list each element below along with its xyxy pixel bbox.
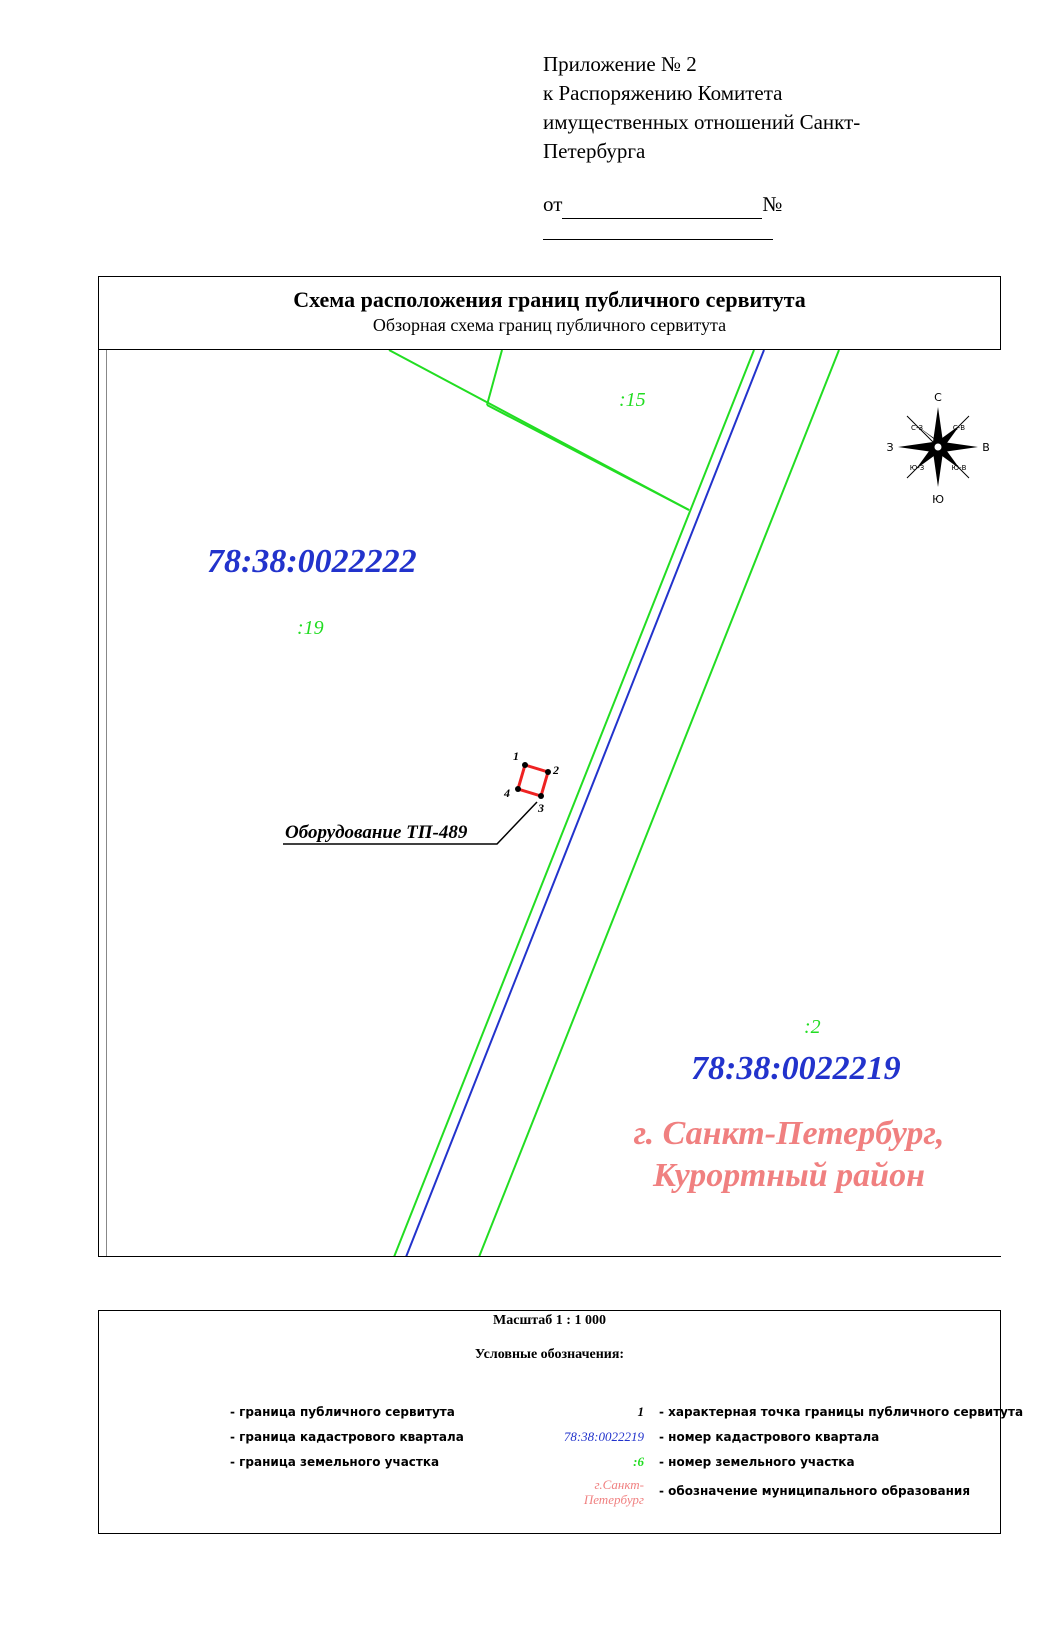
quarter-number-2: 78:38:0022219 [691, 1050, 901, 1087]
compass-nw: С-З [911, 424, 923, 432]
point-label-2: 2 [553, 763, 559, 777]
map-scale: Масштаб 1 : 1 000 [493, 1313, 606, 1328]
servitude-boundary [518, 765, 548, 796]
appendix-line-4: Петербурга [543, 139, 646, 163]
appendix-line-3: имущественных отношений Санкт- [543, 110, 861, 134]
appendix-line-2: к Распоряжению Комитета [543, 81, 783, 105]
point-label-4: 4 [504, 786, 510, 800]
legend-point: - характерная точка границы публичного сервитута [659, 1405, 1024, 1419]
appendix-date-line [543, 190, 1013, 219]
point-1-marker [522, 762, 528, 768]
appendix-header [543, 50, 1013, 240]
legend-sample-quarter: 78:38:0022219 [563, 1429, 644, 1444]
point-label-1: 1 [513, 749, 519, 763]
legend-quarter-boundary: - граница кадастрового квартала [230, 1430, 464, 1444]
municipality-line-1: г. Санкт-Петербург, [633, 1115, 945, 1152]
parcel-number-2: :2 [804, 1016, 821, 1038]
point-4-marker [515, 786, 521, 792]
compass-w: З [886, 441, 894, 454]
compass-e: В [982, 441, 990, 454]
parcel-boundary-diagonal [487, 405, 689, 510]
number-blank [543, 221, 773, 240]
legend-sample-municipality-2: Петербург [583, 1492, 644, 1507]
date-blank [562, 196, 762, 219]
compass-rose [886, 391, 989, 506]
date-prefix: от [543, 192, 563, 216]
map-canvas [99, 350, 1001, 1257]
legend-sample-point: 1 [637, 1404, 644, 1419]
compass-se: Ю-В [951, 464, 967, 472]
point-label-3: 3 [538, 801, 544, 815]
legend-servitude-boundary: - граница публичного сервитута [230, 1405, 455, 1419]
legend-parcel-number: - номер земельного участка [659, 1455, 855, 1469]
parcel-boundary-short [487, 350, 502, 405]
scheme-subtitle: Обзорная схема границ публичного сервитута [372, 315, 727, 335]
compass-s: Ю [932, 493, 944, 506]
equipment-label: Оборудование ТП-489 [285, 822, 468, 843]
compass-ne: С-В [952, 424, 966, 432]
scheme-title-box [98, 276, 1001, 350]
compass-center [934, 443, 942, 451]
parcel-number-19: :19 [297, 617, 324, 639]
map-frame [98, 350, 1001, 1257]
appendix-line-1: Приложение № 2 [543, 52, 697, 76]
legend-box [98, 1310, 1024, 1534]
legend-title: Условные обозначения: [474, 1347, 625, 1362]
legend-quarter-number: - номер кадастрового квартала [659, 1430, 880, 1444]
municipality-line-2: Курортный район [653, 1157, 925, 1194]
point-3-marker [538, 793, 544, 799]
compass-n: С [934, 391, 942, 404]
point-2-marker [545, 769, 551, 775]
compass-sw: Ю-З [909, 464, 925, 472]
scheme-title: Схема расположения границ публичного сервитута [293, 287, 806, 312]
legend-municipality: - обозначение муниципального образования [659, 1484, 971, 1498]
legend-sample-municipality [584, 1477, 644, 1507]
legend-sample-parcel: :6 [633, 1454, 644, 1469]
quarter-number-1: 78:38:0022222 [207, 543, 417, 580]
legend-sample-municipality-1: г.Санкт- [594, 1477, 644, 1492]
number-sign: № [762, 192, 783, 216]
parcel-number-15: :15 [619, 389, 646, 411]
legend-parcel-boundary: - граница земельного участка [230, 1455, 440, 1469]
